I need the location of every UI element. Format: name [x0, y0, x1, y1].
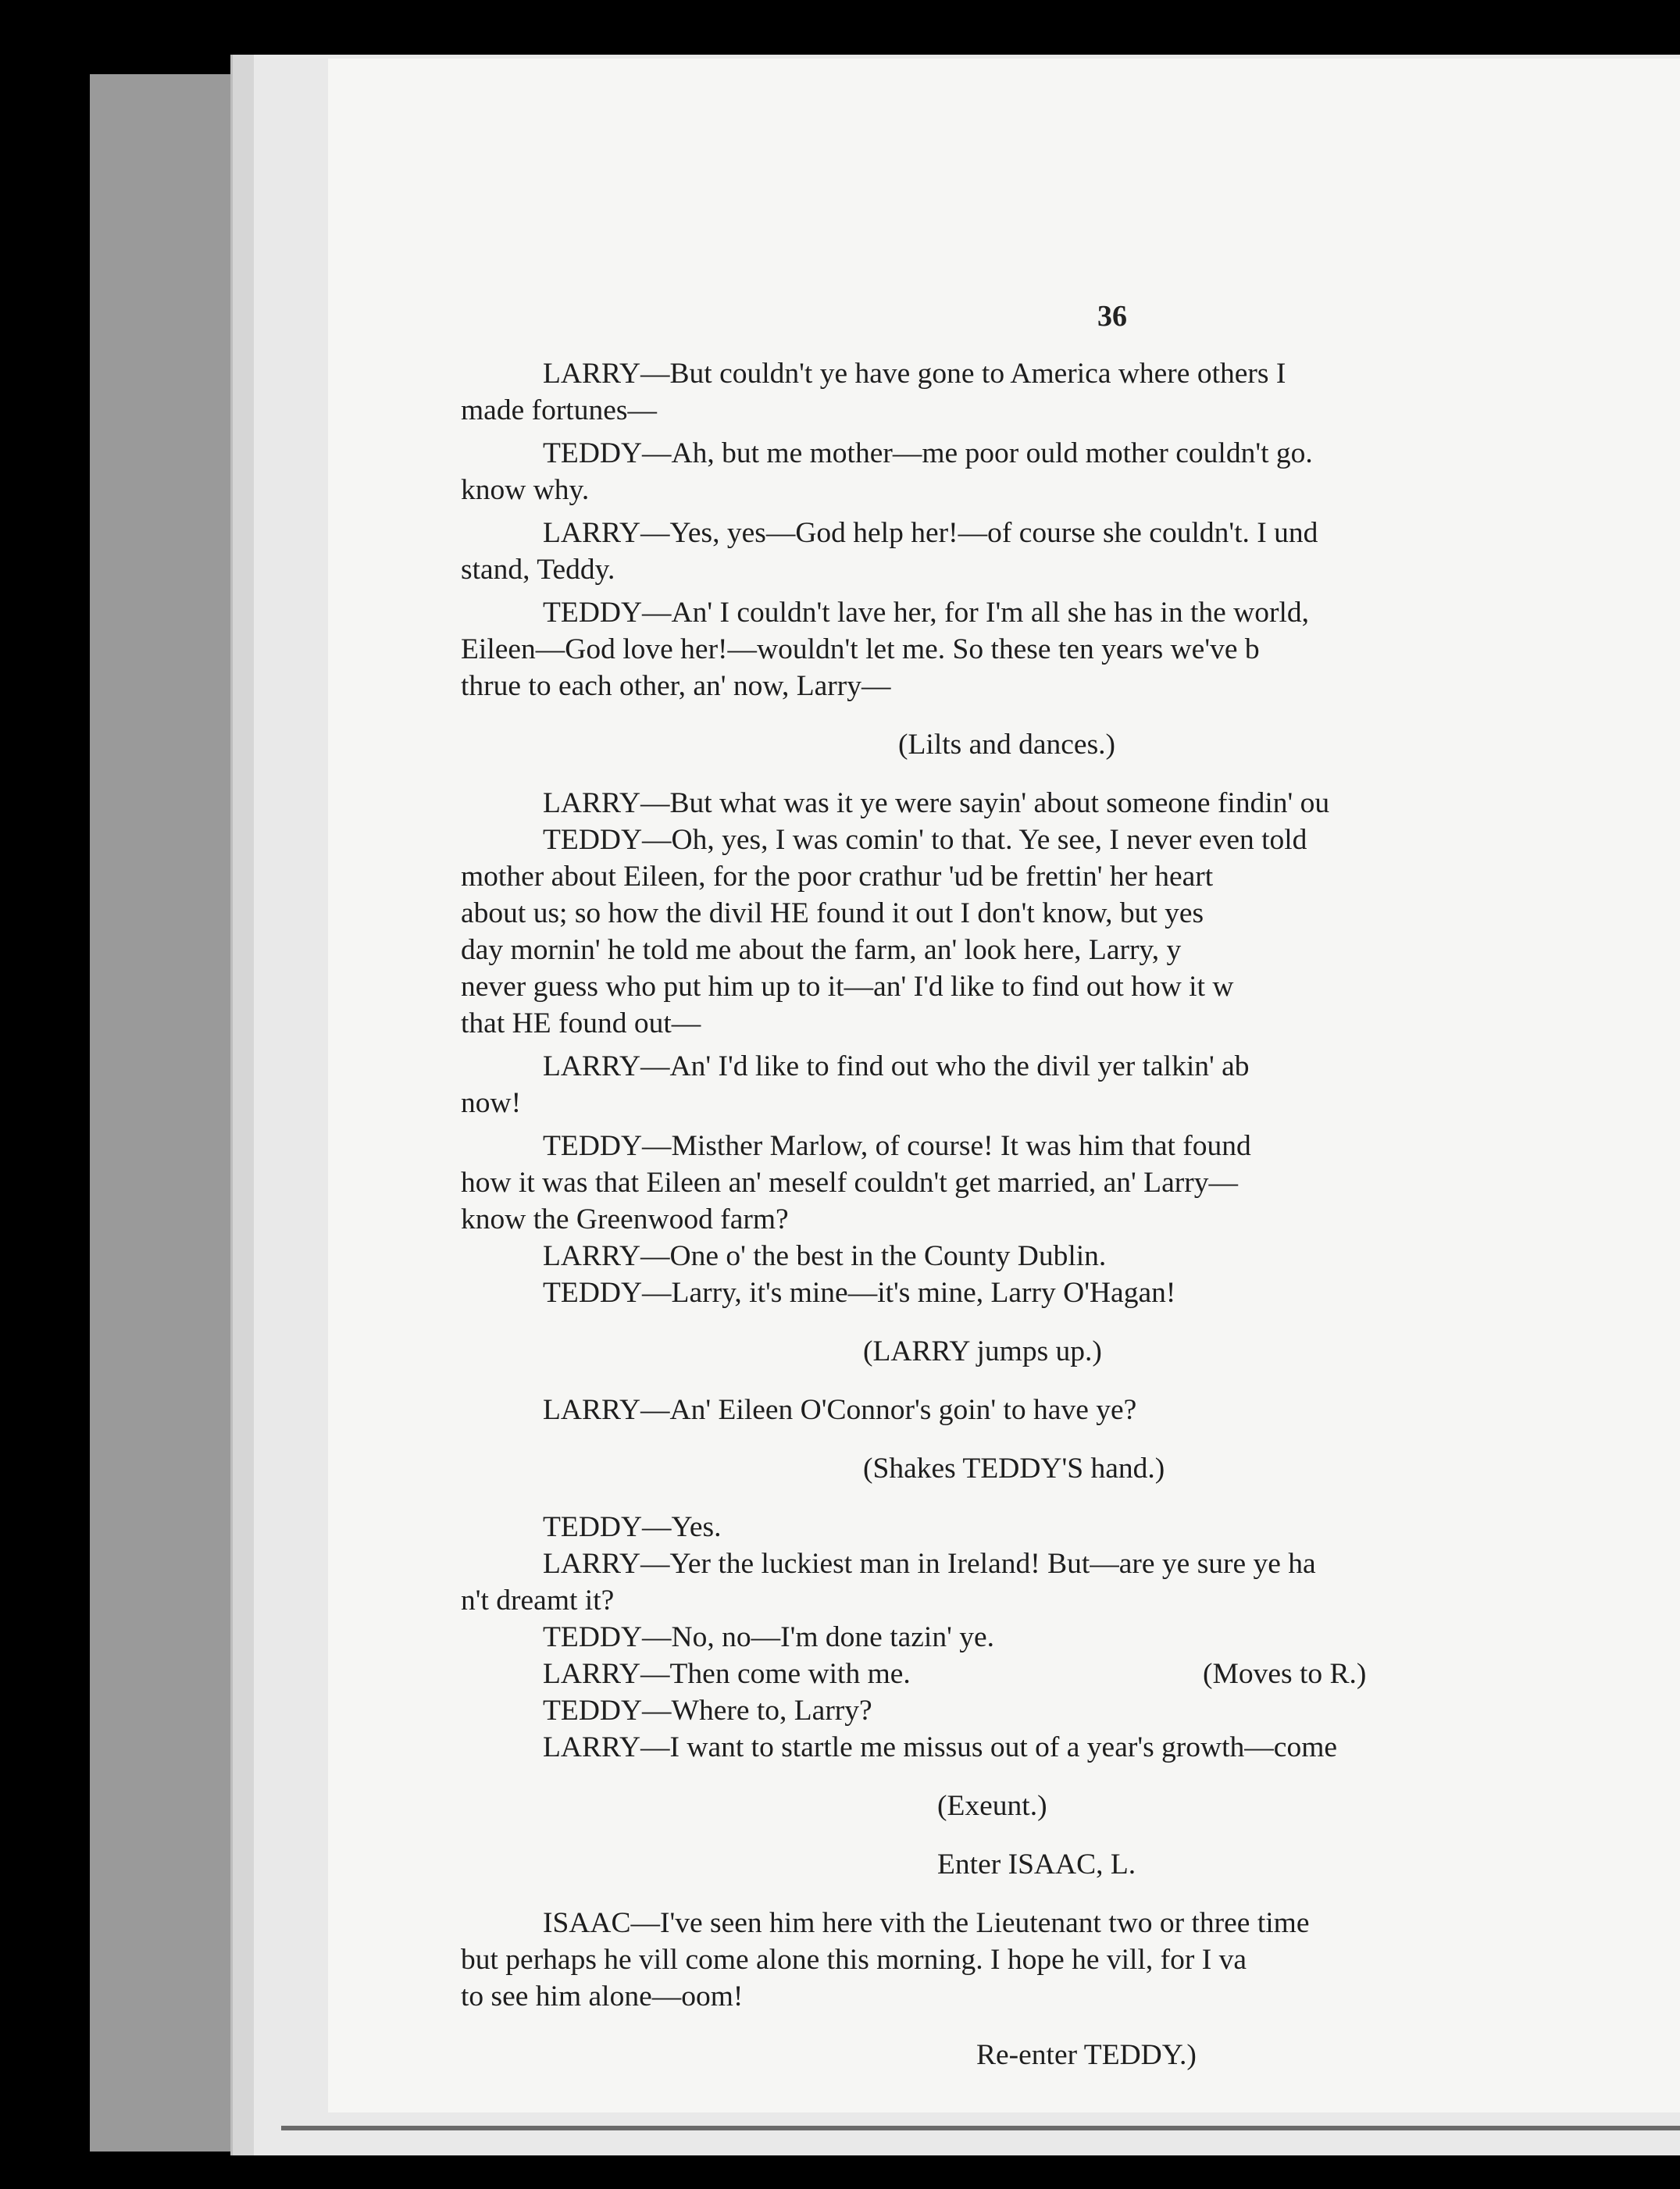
speech-line: LARRY—An' I'd like to find out who the divil yer talkin' ab	[543, 1050, 1250, 1082]
continuation-line: stand, Teddy.	[461, 554, 615, 586]
stage-direction: (Lilts and dances.)	[898, 729, 1116, 761]
continuation-line: never guess who put him up to it—an' I'd like to find out how it w	[461, 971, 1234, 1003]
speech-text: LARRY—Then come with me.	[543, 1658, 911, 1690]
speech-line: LARRY—I want to startle me missus out of a year's growth—come	[543, 1731, 1338, 1763]
continuation-line: made fortunes—	[461, 394, 657, 426]
continuation-line: now!	[461, 1087, 522, 1119]
stage-direction: (Exeunt.)	[937, 1790, 1047, 1822]
speech-line: TEDDY—Larry, it's mine—it's mine, Larry O'Hagan!	[543, 1277, 1176, 1309]
speech-line: LARRY—But couldn't ye have gone to America where others I	[543, 358, 1286, 390]
stage-direction: Re-enter TEDDY.)	[976, 2039, 1197, 2071]
speech-line: TEDDY—Where to, Larry?	[543, 1695, 872, 1727]
continuation-line: mother about Eileen, for the poor crathur 'ud be frettin' her heart	[461, 861, 1214, 893]
stage-direction: (Shakes TEDDY'S hand.)	[863, 1453, 1165, 1485]
continuation-line: to see him alone—oom!	[461, 1980, 744, 2013]
stage-direction: Enter ISAAC, L.	[937, 1849, 1136, 1881]
continuation-line: about us; so how the divil HE found it out I don't know, but yes	[461, 897, 1204, 929]
speech-line: LARRY—Yes, yes—God help her!—of course she couldn't. I und	[543, 517, 1318, 549]
continuation-line: that HE found out—	[461, 1007, 701, 1039]
continuation-line: day mornin' he told me about the farm, an' look here, Larry, y	[461, 934, 1182, 966]
continuation-line: know the Greenwood farm?	[461, 1203, 789, 1235]
speech-line: LARRY—An' Eileen O'Connor's goin' to have ye?	[543, 1394, 1137, 1426]
continuation-line: n't dreamt it?	[461, 1585, 615, 1617]
continuation-line: know why.	[461, 474, 590, 506]
continuation-line: but perhaps he vill come alone this morning. I hope he vill, for I va	[461, 1944, 1247, 1976]
inline-stage-direction: (Moves to R.)	[1203, 1658, 1367, 1690]
continuation-line: how it was that Eileen an' meself couldn't get married, an' Larry—	[461, 1167, 1238, 1199]
play-text	[461, 355, 1680, 2095]
speech-line: TEDDY—No, no—I'm done tazin' ye.	[543, 1621, 994, 1653]
speech-line	[461, 1656, 1680, 1692]
speech-line: LARRY—Yer the luckiest man in Ireland! But—are ye sure ye ha	[543, 1548, 1316, 1580]
page-number: 36	[1097, 300, 1127, 333]
speech-line: LARRY—But what was it ye were sayin' about someone findin' ou	[543, 787, 1330, 819]
speech-line: TEDDY—Yes.	[543, 1511, 722, 1543]
continuation-line: Eileen—God love her!—wouldn't let me. So these ten years we've b	[461, 633, 1260, 665]
page-bottom-edge	[281, 2126, 1680, 2130]
speech-line: LARRY—One o' the best in the County Dublin.	[543, 1240, 1107, 1272]
speech-line: TEDDY—An' I couldn't lave her, for I'm all she has in the world,	[543, 597, 1310, 629]
stage-direction: (LARRY jumps up.)	[863, 1335, 1102, 1367]
speech-line: TEDDY—Ah, but me mother—me poor ould mother couldn't go.	[543, 437, 1313, 469]
speech-line: TEDDY—Oh, yes, I was comin' to that. Ye see, I never even told	[543, 824, 1307, 856]
speech-line: ISAAC—I've seen him here vith the Lieutenant two or three time	[543, 1907, 1310, 1939]
continuation-line: thrue to each other, an' now, Larry—	[461, 670, 891, 702]
speech-line: TEDDY—Misther Marlow, of course! It was him that found	[543, 1130, 1251, 1162]
